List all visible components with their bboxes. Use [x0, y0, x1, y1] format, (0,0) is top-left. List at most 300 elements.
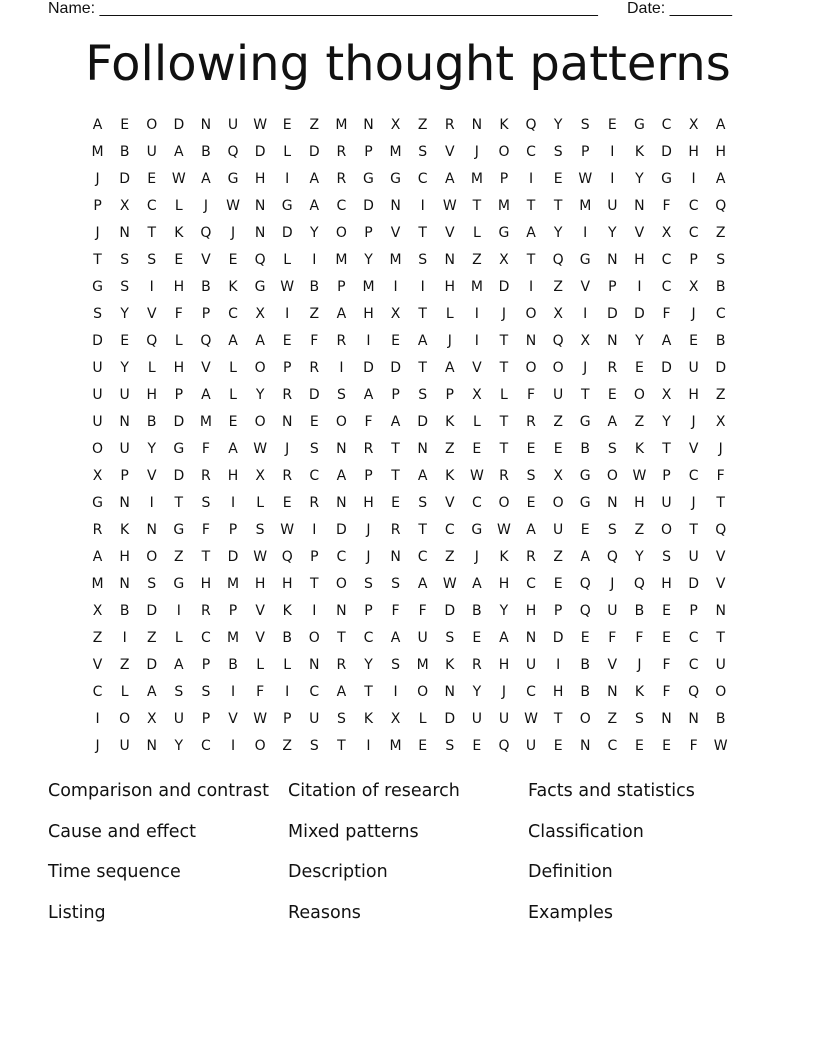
grid-letter[interactable]: C: [688, 630, 699, 646]
grid-letter[interactable]: N: [146, 738, 157, 754]
grid-letter[interactable]: X: [119, 198, 130, 214]
name-field[interactable]: Name: ________________________________________________________: [48, 0, 598, 17]
grid-letter[interactable]: M: [389, 252, 402, 268]
grid-letter[interactable]: Q: [552, 252, 564, 268]
grid-letter[interactable]: E: [553, 576, 563, 592]
grid-letter[interactable]: V: [255, 603, 265, 619]
grid-letter[interactable]: N: [444, 684, 455, 700]
grid-letter[interactable]: B: [715, 333, 726, 349]
grid-letter[interactable]: J: [95, 171, 100, 187]
grid-letter[interactable]: U: [553, 522, 564, 538]
grid-letter[interactable]: U: [146, 144, 157, 160]
grid-letter[interactable]: J: [718, 441, 723, 457]
grid-letter[interactable]: S: [309, 441, 319, 457]
grid-letter[interactable]: T: [499, 333, 509, 349]
grid-letter[interactable]: E: [662, 738, 671, 754]
grid-letter[interactable]: O: [254, 738, 266, 754]
grid-letter[interactable]: S: [336, 711, 346, 727]
grid-letter[interactable]: Z: [309, 306, 320, 322]
grid-letter[interactable]: I: [149, 279, 154, 295]
grid-letter[interactable]: P: [364, 225, 373, 241]
grid-letter[interactable]: S: [201, 684, 211, 700]
grid-letter[interactable]: I: [610, 144, 615, 160]
grid-letter[interactable]: C: [444, 522, 455, 538]
grid-letter[interactable]: R: [282, 468, 293, 484]
grid-letter[interactable]: A: [715, 171, 726, 187]
grid-letter[interactable]: I: [528, 171, 534, 187]
grid-letter[interactable]: M: [335, 117, 348, 133]
grid-letter[interactable]: T: [418, 306, 427, 322]
grid-letter[interactable]: Q: [146, 333, 158, 349]
grid-letter[interactable]: P: [93, 198, 102, 214]
grid-letter[interactable]: K: [445, 414, 455, 430]
grid-letter[interactable]: H: [552, 684, 564, 700]
grid-letter[interactable]: A: [444, 360, 455, 376]
grid-letter[interactable]: G: [227, 171, 239, 187]
grid-letter[interactable]: V: [634, 225, 645, 241]
grid-letter[interactable]: Q: [200, 225, 212, 241]
grid-letter[interactable]: E: [282, 117, 292, 133]
grid-letter[interactable]: S: [201, 495, 211, 511]
grid-letter[interactable]: P: [608, 279, 617, 295]
grid-letter[interactable]: X: [146, 711, 157, 727]
grid-letter[interactable]: X: [255, 306, 265, 322]
grid-letter[interactable]: N: [119, 495, 130, 511]
grid-letter[interactable]: S: [391, 657, 401, 673]
grid-letter[interactable]: U: [607, 198, 618, 214]
grid-letter[interactable]: V: [607, 657, 618, 673]
grid-letter[interactable]: F: [662, 657, 671, 673]
grid-letter[interactable]: P: [120, 468, 129, 484]
grid-letter[interactable]: D: [119, 171, 131, 187]
grid-letter[interactable]: Y: [147, 441, 157, 457]
grid-letter[interactable]: B: [228, 657, 238, 673]
grid-letter[interactable]: W: [253, 117, 268, 133]
grid-letter[interactable]: T: [689, 522, 698, 538]
grid-letter[interactable]: I: [285, 684, 290, 700]
grid-letter[interactable]: H: [634, 252, 645, 268]
grid-letter[interactable]: G: [579, 468, 591, 484]
grid-letter[interactable]: R: [336, 657, 347, 673]
grid-letter[interactable]: W: [280, 279, 295, 295]
grid-letter[interactable]: Y: [120, 360, 129, 376]
grid-letter[interactable]: N: [200, 117, 212, 133]
grid-letter[interactable]: I: [366, 738, 371, 754]
grid-letter[interactable]: E: [553, 738, 563, 754]
grid-letter[interactable]: A: [228, 333, 238, 349]
grid-letter[interactable]: V: [201, 252, 211, 268]
grid-letter[interactable]: M: [470, 171, 483, 187]
grid-letter[interactable]: T: [553, 198, 563, 214]
grid-letter[interactable]: J: [447, 333, 452, 349]
grid-letter[interactable]: Q: [254, 252, 266, 268]
grid-letter[interactable]: X: [688, 279, 699, 295]
grid-letter[interactable]: G: [661, 171, 672, 187]
grid-letter[interactable]: A: [715, 117, 726, 133]
grid-letter[interactable]: N: [146, 522, 157, 538]
grid-letter[interactable]: B: [201, 279, 211, 295]
grid-letter[interactable]: E: [580, 630, 590, 646]
grid-letter[interactable]: N: [336, 495, 347, 511]
grid-letter[interactable]: T: [201, 549, 211, 565]
grid-letter[interactable]: U: [417, 630, 428, 646]
grid-letter[interactable]: V: [228, 711, 238, 727]
grid-letter[interactable]: P: [689, 603, 698, 619]
grid-letter[interactable]: A: [336, 684, 347, 700]
grid-letter[interactable]: H: [363, 306, 374, 322]
grid-letter[interactable]: A: [174, 144, 184, 160]
grid-letter[interactable]: R: [201, 603, 211, 619]
grid-letter[interactable]: E: [607, 117, 617, 133]
grid-letter[interactable]: U: [688, 549, 699, 565]
grid-letter[interactable]: E: [689, 333, 699, 349]
grid-letter[interactable]: O: [254, 414, 266, 430]
grid-letter[interactable]: K: [499, 117, 509, 133]
grid-letter[interactable]: J: [366, 522, 371, 538]
grid-letter[interactable]: N: [309, 657, 320, 673]
grid-letter[interactable]: E: [174, 252, 184, 268]
grid-letter[interactable]: L: [283, 144, 292, 160]
grid-letter[interactable]: A: [363, 387, 374, 403]
grid-letter[interactable]: P: [228, 522, 238, 538]
grid-letter[interactable]: Q: [498, 738, 510, 754]
grid-letter[interactable]: V: [201, 360, 211, 376]
grid-letter[interactable]: M: [226, 630, 240, 646]
grid-letter[interactable]: U: [227, 117, 239, 133]
grid-letter[interactable]: B: [146, 414, 157, 430]
grid-letter[interactable]: H: [634, 495, 645, 511]
grid-letter[interactable]: A: [661, 333, 672, 349]
grid-letter[interactable]: Y: [120, 306, 129, 322]
grid-letter[interactable]: N: [119, 225, 130, 241]
grid-letter[interactable]: B: [119, 144, 130, 160]
grid-letter[interactable]: W: [442, 576, 457, 592]
grid-letter[interactable]: I: [583, 306, 588, 322]
grid-letter[interactable]: S: [255, 522, 265, 538]
grid-letter[interactable]: G: [579, 252, 591, 268]
grid-letter[interactable]: O: [335, 414, 347, 430]
grid-letter[interactable]: D: [254, 144, 266, 160]
grid-letter[interactable]: H: [254, 171, 266, 187]
grid-letter[interactable]: O: [661, 522, 673, 538]
grid-letter[interactable]: Z: [282, 738, 292, 754]
grid-letter[interactable]: Y: [255, 387, 265, 403]
grid-letter[interactable]: U: [92, 387, 103, 403]
grid-letter[interactable]: X: [661, 225, 672, 241]
grid-letter[interactable]: Q: [200, 333, 212, 349]
grid-letter[interactable]: A: [390, 630, 401, 646]
grid-letter[interactable]: H: [200, 576, 212, 592]
grid-letter[interactable]: S: [580, 117, 590, 133]
grid-letter[interactable]: A: [228, 441, 238, 457]
grid-letter[interactable]: P: [201, 711, 211, 727]
grid-letter[interactable]: W: [442, 198, 457, 214]
grid-letter[interactable]: N: [119, 414, 130, 430]
grid-letter[interactable]: G: [498, 225, 510, 241]
grid-letter[interactable]: E: [147, 171, 157, 187]
grid-letter[interactable]: I: [285, 171, 290, 187]
grid-letter[interactable]: S: [526, 468, 536, 484]
grid-letter[interactable]: P: [174, 387, 184, 403]
grid-letter[interactable]: L: [472, 414, 481, 430]
grid-letter[interactable]: W: [632, 468, 647, 484]
grid-letter[interactable]: G: [633, 117, 645, 133]
grid-letter[interactable]: N: [336, 603, 347, 619]
grid-letter[interactable]: S: [120, 252, 130, 268]
grid-letter[interactable]: M: [579, 198, 592, 214]
grid-letter[interactable]: B: [715, 279, 726, 295]
grid-letter[interactable]: E: [526, 495, 536, 511]
grid-letter[interactable]: S: [391, 576, 401, 592]
grid-letter[interactable]: Y: [553, 117, 563, 133]
grid-letter[interactable]: S: [147, 252, 157, 268]
grid-letter[interactable]: J: [501, 306, 507, 322]
grid-letter[interactable]: Z: [444, 441, 455, 457]
grid-letter[interactable]: V: [146, 468, 157, 484]
grid-letter[interactable]: S: [364, 576, 373, 592]
grid-letter[interactable]: H: [715, 144, 726, 160]
grid-letter[interactable]: P: [553, 603, 563, 619]
grid-letter[interactable]: E: [228, 414, 238, 430]
grid-letter[interactable]: H: [498, 576, 510, 592]
grid-letter[interactable]: J: [230, 225, 236, 241]
grid-letter[interactable]: E: [418, 738, 428, 754]
grid-letter[interactable]: T: [580, 387, 590, 403]
grid-letter[interactable]: Y: [364, 657, 373, 673]
grid-letter[interactable]: Q: [715, 198, 727, 214]
grid-letter[interactable]: C: [309, 468, 320, 484]
grid-letter[interactable]: O: [146, 549, 158, 565]
grid-letter[interactable]: C: [363, 630, 374, 646]
grid-letter[interactable]: P: [337, 279, 346, 295]
grid-letter[interactable]: A: [92, 117, 103, 133]
grid-letter[interactable]: Z: [634, 522, 645, 538]
grid-letter[interactable]: T: [553, 711, 563, 727]
grid-letter[interactable]: E: [472, 441, 482, 457]
grid-letter[interactable]: M: [362, 279, 375, 295]
grid-letter[interactable]: P: [499, 171, 509, 187]
grid-letter[interactable]: F: [716, 468, 725, 484]
grid-letter[interactable]: D: [417, 414, 429, 430]
grid-letter[interactable]: N: [254, 225, 266, 241]
grid-letter[interactable]: H: [281, 576, 293, 592]
grid-letter[interactable]: X: [688, 117, 699, 133]
grid-letter[interactable]: P: [364, 468, 373, 484]
grid-letter[interactable]: I: [474, 333, 479, 349]
grid-letter[interactable]: I: [556, 657, 561, 673]
grid-letter[interactable]: C: [661, 279, 672, 295]
grid-letter[interactable]: B: [715, 711, 726, 727]
grid-letter[interactable]: L: [229, 387, 237, 403]
grid-letter[interactable]: C: [688, 198, 699, 214]
grid-letter[interactable]: R: [201, 468, 211, 484]
grid-letter[interactable]: M: [91, 576, 104, 592]
grid-letter[interactable]: V: [146, 306, 157, 322]
grid-letter[interactable]: W: [469, 468, 484, 484]
grid-letter[interactable]: Y: [553, 225, 563, 241]
grid-letter[interactable]: R: [607, 360, 618, 376]
grid-letter[interactable]: A: [201, 387, 211, 403]
grid-letter[interactable]: D: [308, 387, 320, 403]
grid-letter[interactable]: E: [472, 630, 482, 646]
grid-letter[interactable]: Q: [606, 549, 618, 565]
grid-letter[interactable]: P: [282, 360, 292, 376]
grid-letter[interactable]: K: [363, 711, 374, 727]
grid-letter[interactable]: N: [607, 333, 618, 349]
grid-letter[interactable]: C: [336, 198, 347, 214]
grid-letter[interactable]: T: [337, 630, 346, 646]
grid-letter[interactable]: H: [688, 144, 699, 160]
grid-letter[interactable]: G: [254, 279, 266, 295]
grid-letter[interactable]: M: [389, 738, 402, 754]
grid-letter[interactable]: B: [282, 630, 292, 646]
grid-letter[interactable]: R: [363, 441, 374, 457]
grid-letter[interactable]: L: [229, 360, 237, 376]
grid-letter[interactable]: V: [688, 441, 699, 457]
grid-letter[interactable]: O: [335, 576, 347, 592]
grid-letter[interactable]: O: [308, 630, 320, 646]
grid-letter[interactable]: Q: [227, 144, 239, 160]
grid-letter[interactable]: P: [364, 603, 373, 619]
grid-letter[interactable]: U: [553, 387, 564, 403]
grid-letter[interactable]: O: [498, 144, 510, 160]
grid-letter[interactable]: X: [580, 333, 591, 349]
grid-letter[interactable]: L: [174, 630, 183, 646]
grid-letter[interactable]: L: [147, 360, 156, 376]
date-field[interactable]: Date: _______: [627, 0, 732, 17]
grid-letter[interactable]: Y: [608, 225, 617, 241]
grid-letter[interactable]: I: [610, 171, 615, 187]
grid-letter[interactable]: E: [282, 495, 292, 511]
grid-letter[interactable]: P: [201, 306, 211, 322]
grid-letter[interactable]: B: [201, 144, 211, 160]
grid-letter[interactable]: F: [201, 522, 210, 538]
grid-letter[interactable]: B: [580, 441, 591, 457]
grid-letter[interactable]: E: [282, 333, 292, 349]
grid-letter[interactable]: C: [201, 738, 211, 754]
grid-letter[interactable]: X: [390, 711, 401, 727]
grid-letter[interactable]: S: [120, 279, 130, 295]
grid-letter[interactable]: Y: [635, 171, 644, 187]
grid-letter[interactable]: W: [253, 711, 268, 727]
grid-letter[interactable]: K: [445, 657, 455, 673]
grid-letter[interactable]: G: [390, 171, 401, 187]
grid-letter[interactable]: N: [281, 414, 293, 430]
grid-letter[interactable]: N: [444, 252, 455, 268]
grid-letter[interactable]: E: [553, 171, 563, 187]
grid-letter[interactable]: H: [173, 279, 185, 295]
grid-letter[interactable]: C: [688, 225, 699, 241]
grid-letter[interactable]: W: [253, 549, 268, 565]
grid-letter[interactable]: Q: [633, 576, 645, 592]
grid-letter[interactable]: R: [309, 495, 320, 511]
grid-letter[interactable]: O: [335, 225, 347, 241]
grid-letter[interactable]: I: [366, 333, 371, 349]
grid-letter[interactable]: Y: [635, 333, 644, 349]
grid-letter[interactable]: D: [606, 306, 618, 322]
grid-letter[interactable]: F: [527, 387, 536, 403]
grid-letter[interactable]: Q: [281, 549, 293, 565]
grid-letter[interactable]: Q: [715, 522, 727, 538]
grid-letter[interactable]: F: [662, 198, 671, 214]
grid-letter[interactable]: T: [716, 495, 725, 511]
grid-letter[interactable]: H: [444, 279, 456, 295]
grid-letter[interactable]: V: [472, 360, 482, 376]
grid-letter[interactable]: I: [312, 522, 317, 538]
grid-letter[interactable]: I: [420, 198, 425, 214]
grid-letter[interactable]: G: [471, 522, 483, 538]
grid-letter[interactable]: A: [146, 684, 157, 700]
grid-letter[interactable]: S: [93, 306, 102, 322]
grid-letter[interactable]: X: [715, 414, 726, 430]
grid-letter[interactable]: B: [634, 603, 645, 619]
grid-letter[interactable]: A: [309, 171, 320, 187]
grid-letter[interactable]: F: [662, 306, 671, 322]
grid-letter[interactable]: W: [578, 171, 593, 187]
grid-letter[interactable]: K: [174, 225, 184, 241]
grid-letter[interactable]: R: [336, 333, 347, 349]
grid-letter[interactable]: V: [444, 144, 455, 160]
grid-letter[interactable]: K: [499, 549, 509, 565]
grid-letter[interactable]: B: [580, 684, 591, 700]
grid-letter[interactable]: V: [444, 495, 455, 511]
grid-letter[interactable]: E: [634, 738, 644, 754]
grid-letter[interactable]: T: [364, 684, 373, 700]
grid-letter[interactable]: F: [662, 684, 671, 700]
grid-letter[interactable]: P: [364, 144, 373, 160]
grid-letter[interactable]: Z: [174, 549, 184, 565]
grid-letter[interactable]: O: [119, 711, 131, 727]
grid-letter[interactable]: R: [336, 144, 347, 160]
grid-letter[interactable]: O: [552, 495, 564, 511]
grid-letter[interactable]: C: [417, 171, 428, 187]
grid-letter[interactable]: N: [607, 252, 618, 268]
grid-letter[interactable]: H: [661, 576, 672, 592]
grid-letter[interactable]: I: [691, 171, 696, 187]
grid-letter[interactable]: A: [417, 333, 428, 349]
grid-letter[interactable]: Y: [174, 738, 184, 754]
grid-letter[interactable]: T: [93, 252, 102, 268]
grid-letter[interactable]: E: [309, 414, 319, 430]
grid-letter[interactable]: V: [255, 630, 265, 646]
grid-letter[interactable]: M: [199, 414, 212, 430]
grid-letter[interactable]: I: [230, 684, 236, 700]
grid-letter[interactable]: F: [310, 333, 319, 349]
grid-letter[interactable]: A: [417, 576, 428, 592]
grid-letter[interactable]: T: [418, 225, 427, 241]
grid-letter[interactable]: C: [607, 738, 618, 754]
grid-letter[interactable]: M: [91, 144, 104, 160]
grid-letter[interactable]: P: [662, 468, 671, 484]
grid-letter[interactable]: N: [607, 684, 618, 700]
grid-letter[interactable]: J: [95, 738, 100, 754]
grid-letter[interactable]: C: [471, 495, 482, 511]
grid-letter[interactable]: I: [312, 252, 317, 268]
grid-letter[interactable]: H: [146, 387, 157, 403]
grid-letter[interactable]: A: [309, 198, 320, 214]
grid-letter[interactable]: R: [526, 414, 536, 430]
grid-letter[interactable]: J: [366, 549, 371, 565]
grid-letter[interactable]: O: [525, 360, 537, 376]
grid-letter[interactable]: C: [688, 657, 699, 673]
grid-letter[interactable]: X: [255, 468, 265, 484]
grid-letter[interactable]: Z: [472, 252, 482, 268]
grid-letter[interactable]: U: [119, 738, 130, 754]
grid-letter[interactable]: N: [525, 630, 537, 646]
grid-letter[interactable]: E: [472, 738, 482, 754]
grid-letter[interactable]: G: [173, 441, 185, 457]
grid-letter[interactable]: X: [553, 468, 563, 484]
